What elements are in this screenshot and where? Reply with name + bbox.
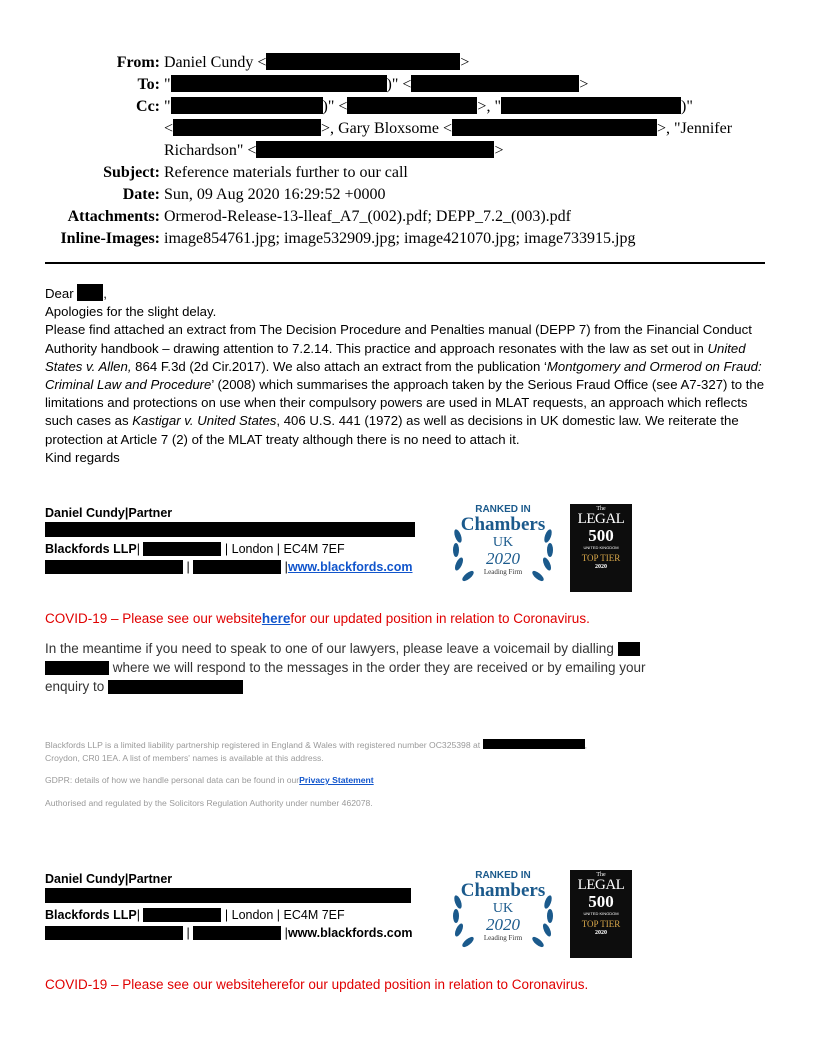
cc-name: Gary Bloxsome bbox=[338, 120, 439, 137]
from-name: Daniel Cundy < bbox=[164, 54, 267, 71]
legal-the: The bbox=[596, 506, 606, 512]
header-divider bbox=[45, 262, 765, 264]
signature-name: Daniel Cundy|Partner bbox=[45, 872, 173, 886]
date-value: Sun, 09 Aug 2020 16:29:52 +0000 bbox=[164, 186, 386, 203]
signature-name: Daniel Cundy|Partner bbox=[45, 506, 173, 520]
redaction bbox=[45, 661, 109, 675]
website-link[interactable]: www.blackfords.com bbox=[287, 560, 413, 574]
website-text: www.blackfords.com bbox=[287, 926, 413, 940]
redaction bbox=[171, 75, 387, 92]
chambers-firm: Leading Firm bbox=[483, 568, 523, 576]
legal-tier: TOP TIER bbox=[581, 919, 621, 929]
firm-name: Blackfords LLP bbox=[45, 908, 137, 922]
legal500-badge bbox=[570, 504, 632, 592]
redaction bbox=[143, 908, 221, 922]
greeting-line: Dear , bbox=[45, 286, 107, 301]
closing: Kind regards bbox=[45, 449, 120, 465]
from-label: From: bbox=[116, 54, 160, 71]
chambers-firm: Leading Firm bbox=[483, 934, 523, 942]
redaction bbox=[618, 642, 640, 656]
covid-notice: COVID-19 – Please see our websiteherefor our updated position in relation to Coronavirus. bbox=[45, 611, 590, 626]
cc-name-2a: "Jennifer bbox=[674, 120, 733, 137]
attachments-label: Attachments: bbox=[67, 208, 160, 225]
redaction bbox=[173, 119, 321, 136]
email-header bbox=[0, 52, 816, 250]
chambers-badge bbox=[448, 868, 558, 956]
firm-name: Blackfords LLP bbox=[45, 542, 137, 556]
date-label: Date: bbox=[122, 186, 160, 203]
chambers-uk: UK bbox=[492, 535, 514, 550]
case-citation: Kastigar v. United States bbox=[132, 413, 277, 429]
signature-block: Daniel Cundy|Partner Blackfords LLP| | London | EC4M 7EF | |www.blackfords.com bbox=[45, 504, 435, 576]
redaction bbox=[45, 522, 415, 537]
inline-images-row bbox=[0, 228, 816, 250]
redaction bbox=[452, 119, 657, 136]
meantime-paragraph: In the meantime if you need to speak to one of our lawyers, please leave a voicemail by dialling where we will respond to the messages in the order they are received or by emailing your enquiry to bbox=[45, 641, 646, 694]
redaction bbox=[45, 926, 183, 940]
attachments-row bbox=[0, 206, 816, 228]
legal-year: 2020 bbox=[595, 564, 607, 570]
chambers-uk: UK bbox=[492, 901, 514, 916]
inline-images-value: image854761.jpg; image532909.jpg; image421070.jpg; image733915.jpg bbox=[164, 230, 636, 247]
apology-line: Apologies for the slight delay. bbox=[45, 304, 217, 320]
legal-uk: UNITED KINGDOM bbox=[583, 545, 619, 550]
to-row: To: " )" < > bbox=[0, 74, 816, 96]
email-body bbox=[45, 284, 773, 467]
legal-num: 500 bbox=[588, 526, 614, 545]
cc-label: Cc: bbox=[136, 98, 160, 115]
llp-notice: Blackfords LLP is a limited liability partnership registered in England & Wales with registered number OC325398 at , Croydon, CR0 1EA. A list of members' names is available at this address. bbox=[45, 740, 587, 763]
chambers-year: 2020 bbox=[486, 549, 520, 568]
legal-word: LEGAL bbox=[577, 511, 625, 527]
inline-images-label: Inline-Images: bbox=[60, 230, 160, 247]
legal-year: 2020 bbox=[595, 930, 607, 936]
redaction bbox=[45, 888, 411, 903]
covid-notice-repeat: COVID-19 – Please see our websiteherefor our updated position in relation to Coronavirus. bbox=[45, 977, 589, 992]
redaction bbox=[347, 97, 477, 114]
redaction bbox=[266, 53, 460, 70]
main-paragraph: Please find attached an extract from The Decision Procedure and Penalties manual (DEPP 7) from the Financial Conduct Authority handbook – drawing attention to 7.2.14. This practice and approach resonates with the law as set out in United States v. Allen, 864 F.3d (2d Cir.2017). We also attach an extract from the publication ‘Montgomery and Ormerod on Fraud: Criminal Law and Procedure’ (2008) which summarises the approach taken by the Serious Fraud Office (see A7-327) to the limitations and protections on use when their compulsory powers are used in MLAT requests, an approach which reflects such cases as Kastigar v. United States, 406 U.S. 441 (1972) as well as decisions in UK domestic law. We reiterate the protection at Article 7 (2) of the MLAT treaty although there is no need to attach it. bbox=[45, 322, 765, 447]
sra-notice: Authorised and regulated by the Solicitors Regulation Authority under number 462078. bbox=[45, 798, 373, 808]
date-row bbox=[0, 184, 816, 206]
covid-here-link[interactable]: here bbox=[261, 611, 291, 626]
from-row: From: Daniel Cundy < > bbox=[0, 52, 816, 74]
gdpr-notice: GDPR: details of how we handle personal data can be found in ourPrivacy Statement bbox=[45, 775, 374, 785]
subject-row bbox=[0, 162, 816, 184]
cc-name-2b: Richardson" bbox=[164, 142, 244, 159]
privacy-statement-link[interactable]: Privacy Statement bbox=[299, 775, 374, 785]
subject-label: Subject: bbox=[103, 164, 160, 181]
book-title: Montgomery and Ormerod on Fraud: Criminal Law and Procedure bbox=[45, 358, 762, 393]
to-label: To: bbox=[137, 76, 160, 93]
cc-row: Cc: " )" < >, " )" < >, Gary Bloxsome < >, "Jennifer Richardson" < > bbox=[0, 96, 816, 162]
firm-location: | London | EC4M 7EF bbox=[224, 908, 345, 922]
chambers-ranked: RANKED IN bbox=[475, 504, 531, 515]
chambers-ranked: RANKED IN bbox=[475, 870, 531, 881]
redaction bbox=[411, 75, 579, 92]
redaction bbox=[143, 542, 221, 556]
legal-uk: UNITED KINGDOM bbox=[583, 911, 619, 916]
redaction bbox=[193, 560, 281, 574]
redaction bbox=[45, 560, 183, 574]
subject-value: Reference materials further to our call bbox=[164, 164, 408, 181]
legal-word: LEGAL bbox=[577, 877, 625, 893]
chambers-name: Chambers bbox=[460, 514, 546, 535]
redaction bbox=[256, 141, 494, 158]
redaction bbox=[77, 284, 103, 301]
legal500-badge bbox=[570, 870, 632, 958]
signature-block-repeat: Daniel Cundy|Partner Blackfords LLP| | London | EC4M 7EF | |www.blackfords.com bbox=[45, 872, 413, 940]
redaction bbox=[171, 97, 323, 114]
chambers-year: 2020 bbox=[486, 915, 520, 934]
legal-num: 500 bbox=[588, 892, 614, 911]
case-citation: United States v. Allen, bbox=[45, 340, 746, 374]
greeting: Dear bbox=[45, 286, 74, 301]
chambers-badge bbox=[448, 502, 558, 590]
legal-tier: TOP TIER bbox=[581, 553, 621, 563]
attachments-value: Ormerod-Release-13-lleaf_A7_(002).pdf; DEPP_7.2_(003).pdf bbox=[164, 208, 572, 225]
firm-location: | London | EC4M 7EF bbox=[224, 542, 345, 556]
redaction bbox=[483, 739, 585, 749]
legal-the: The bbox=[596, 872, 606, 878]
redaction bbox=[108, 680, 243, 694]
chambers-name: Chambers bbox=[460, 880, 546, 901]
redaction bbox=[193, 926, 281, 940]
redaction bbox=[501, 97, 681, 114]
